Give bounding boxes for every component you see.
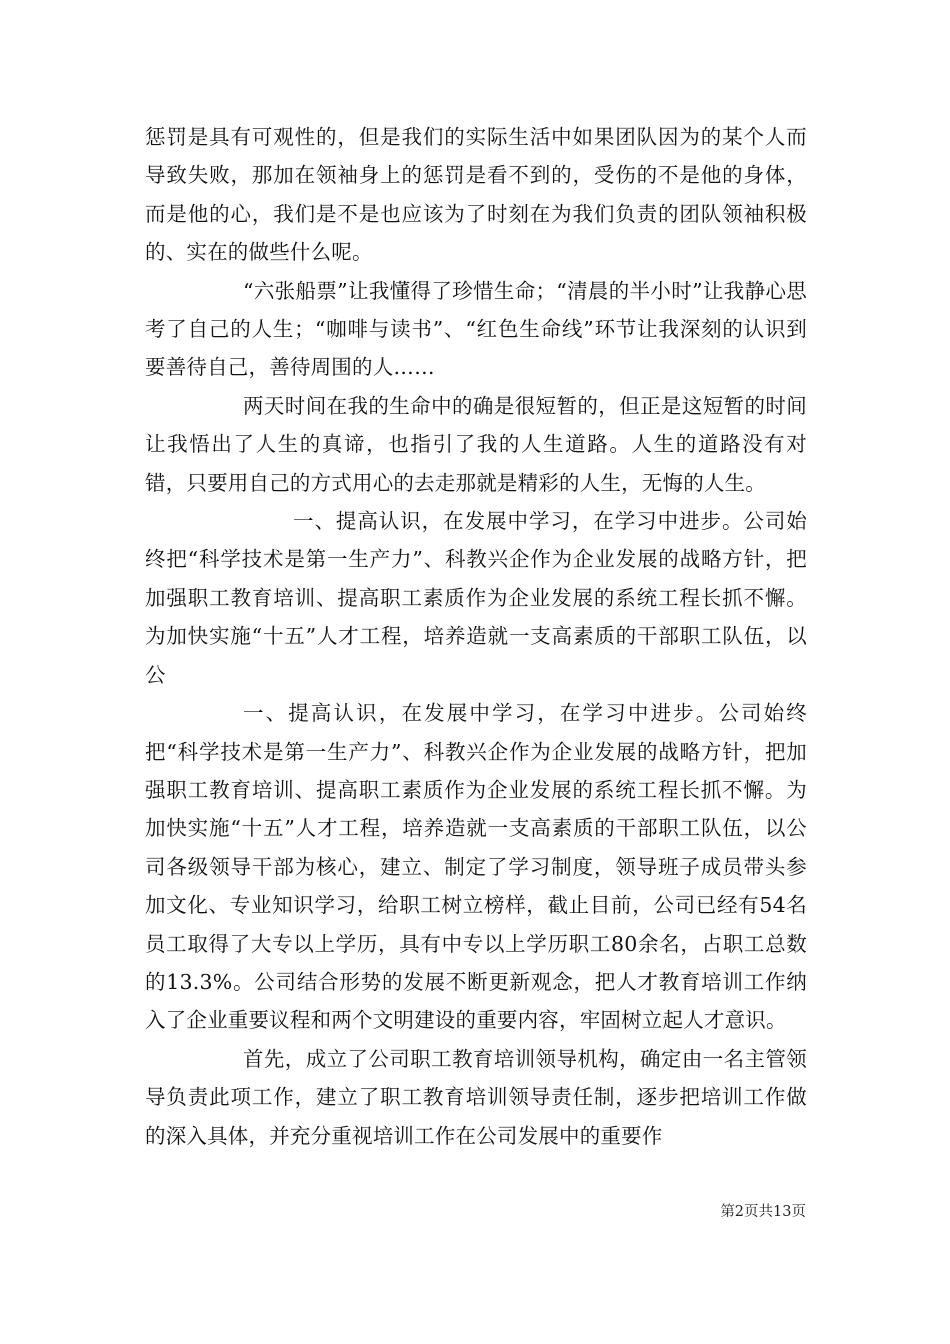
paragraph-6: 首先，成立了公司职工教育培训领导机构，确定由一名主管领导负责此项工作，建立了职工教育培训领导责任制，逐步把培训工作做的深入具体，并充分重视培训工作在公司发展中的重要作 [145,1046,807,1148]
paragraph-2: “六张船票”让我懂得了珍惜生命；“清晨的半小时”让我静心思考了自己的人生；“咖啡与读书”、“红色生命线”环节让我深刻的认识到要善待自己，善待周围的人…… [145,278,807,380]
paragraph-4: 一、提高认识，在发展中学习，在学习中进步。公司始终把“科学技术是第一生产力”、科教兴企作为企业发展的战略方针，把加强职工教育培训、提高职工素质作为企业发展的系统工程长抓不懈。为加快实施“十五”人才工程，培养造就一支高素质的干部职工队伍，以公 [145,509,807,687]
page-number-footer: 第2页共13页 [720,1204,806,1220]
paragraph-3: 两天时间在我的生命中的确是很短暂的，但正是这短暂的时间让我悟出了人生的真谛，也指引了我的人生道路。人生的道路没有对错，只要用自己的方式用心的去走那就是精彩的人生，无悔的人生。 [145,393,807,495]
document-body [145,118,807,1155]
paragraph-1: 惩罚是具有可观性的，但是我们的实际生活中如果团队因为的某个人而导致失败，那加在领袖身上的惩罚是看不到的，受伤的不是他的身体，而是他的心，我们是不是也应该为了时刻在为我们负责的团队领袖积极的、实在的做些什么呢。 [145,125,807,265]
paragraph-5: 一、提高认识，在发展中学习，在学习中进步。公司始终把“科学技术是第一生产力”、科教兴企作为企业发展的战略方针，把加强职工教育培训、提高职工素质作为企业发展的系统工程长抓不懈。为加快实施“十五”人才工程，培养造就一支高素质的干部职工队伍，以公司各级领导干部为核心，建立、制定了学习制度，领导班子成员带头参加文化、专业知识学习，给职工树立榜样，截止目前，公司已经有54名员工取得了大专以上学历，具有中专以上学历职工80余名，占职工总数的13.3%。公司结合形势的发展不断更新观念，把人才教育培训工作纳入了企业重要议程和两个文明建设的重要内容，牢固树立起人才意识。 [145,701,807,1033]
